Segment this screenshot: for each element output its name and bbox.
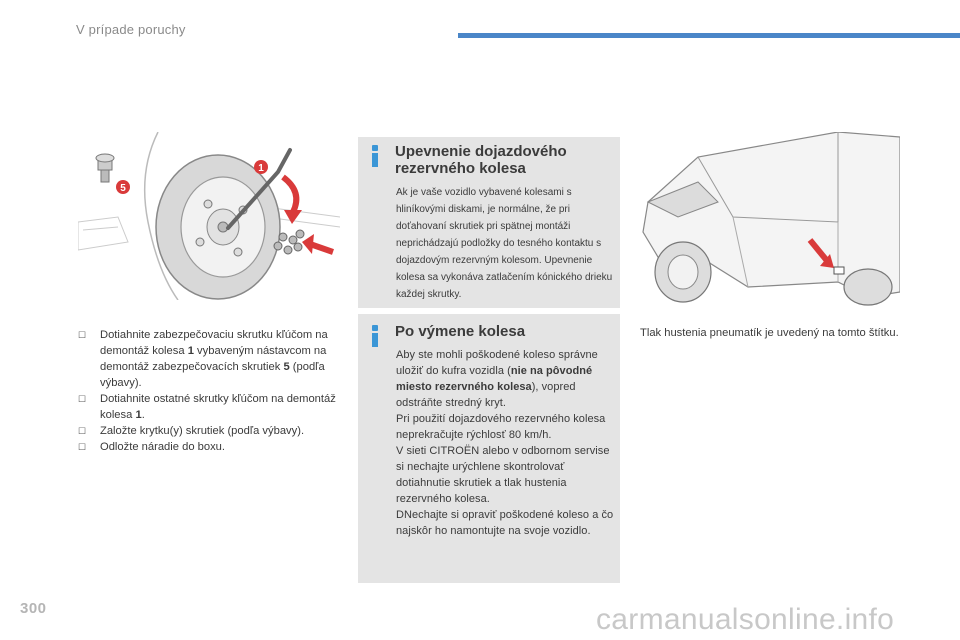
callout-1: 1: [258, 163, 264, 174]
info-icon: [370, 145, 380, 167]
checkbox-bullet-icon: ☐: [78, 394, 87, 404]
list-item: ☐ Založte krytku(y) skrutiek (podľa výbavy).: [78, 425, 305, 437]
page-header-bar: [458, 33, 960, 38]
wheel-bolt-illustration: [78, 132, 340, 300]
info-box-text: Ak je vaše vozidlo vybavené kolesami s hliníkovými diskami, je normálne, že pri doťahovaní skrutiek pri spätnej montáži neprichádzajú podložky do tesného kontaktu s dojazdovým rezervným kolesom. Upevnenie kolesa sa vykonáva zatlačením kónického drieku každej skrutky.: [396, 187, 613, 300]
list-item: ☐ Odložte náradie do boxu.: [78, 441, 226, 453]
info-icon: [370, 325, 380, 347]
car-door-label-illustration: [638, 132, 900, 307]
tyre-pressure-label-note: Tlak hustenia pneumatík je uvedený na tomto štítku.: [640, 327, 899, 339]
info-box-title: Upevnenie dojazdového rezervného kolesa: [395, 143, 567, 177]
watermark: carmanualsonline.info: [596, 603, 895, 636]
info-box-title: Po výmene kolesa: [395, 323, 526, 340]
checkbox-bullet-icon: ☐: [78, 330, 87, 340]
info-box-text: Aby ste mohli poškodené koleso správne uložiť do kufra vozidla (nie na pôvodné miesto rezervného kolesa), vopred odstráňte stredný kryt. Pri použití dojazdového rezervného kolesa neprekračujte rýchlosť 80 km/h. V sieti CITROËN alebo v odbornom servise si nechajte urýchlene skontrolovať dotiahnutie skrutiek a tlak hustenia rezervného kolesa. DNechajte si opraviť poškodené koleso a čo najskôr ho namontujte na svoje vozidlo.: [396, 349, 614, 537]
page-header-title: V prípade poruchy: [76, 22, 186, 37]
list-item: ☐ Dotiahnite ostatné skrutky kľúčom na demontáž kolesa 1.: [78, 393, 336, 421]
checkbox-bullet-icon: ☐: [78, 442, 87, 452]
info-box-after-wheel-change: [358, 314, 620, 583]
callout-5: 5: [120, 183, 126, 194]
list-item: ☐ Dotiahnite zabezpečovaciu skrutku kľúčom na demontáž kolesa 1 vybaveným nástavcom na demontáž zabezpečovacích skrutiek 5 (podľa výbavy).: [78, 329, 328, 389]
instruction-list: [76, 327, 338, 455]
page-number: 300: [20, 600, 47, 617]
checkbox-bullet-icon: ☐: [78, 426, 87, 436]
info-box-spare-wheel-fixing: [358, 137, 620, 308]
